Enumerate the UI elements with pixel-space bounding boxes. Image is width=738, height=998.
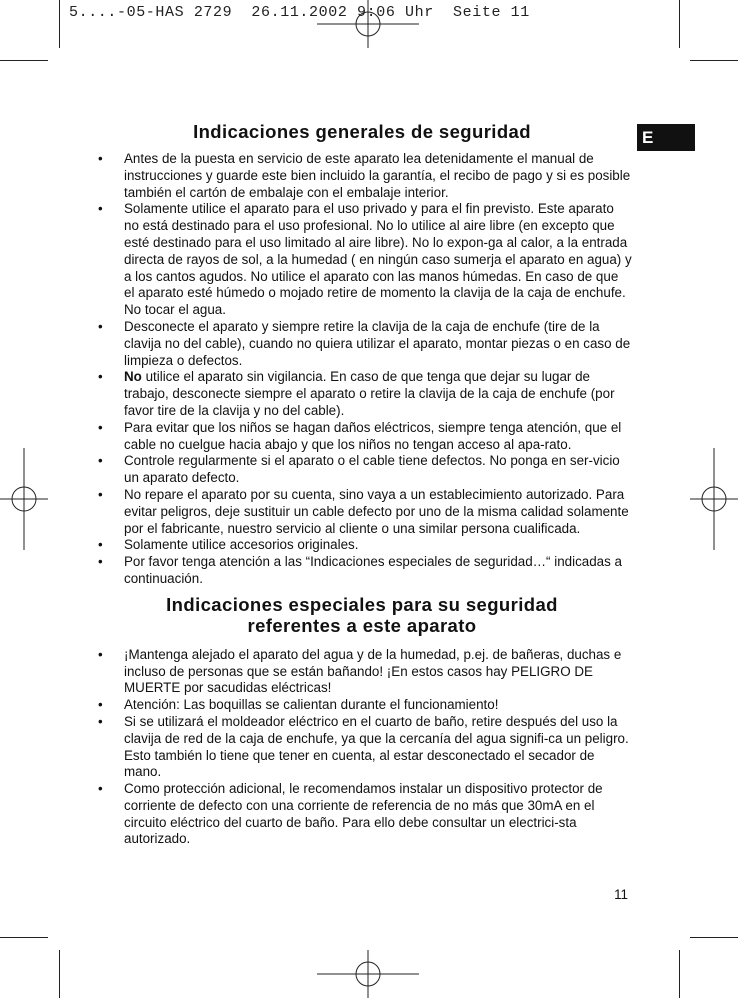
bullet: • bbox=[98, 318, 103, 334]
bullet: • bbox=[98, 419, 103, 435]
bullet: • bbox=[98, 713, 103, 729]
crop-mark-top-right-v bbox=[679, 0, 680, 48]
page-number: 11 bbox=[614, 887, 628, 902]
special-safety-list bbox=[92, 647, 632, 849]
crop-mark-bottom-left-h bbox=[0, 937, 48, 938]
bullet: • bbox=[98, 453, 103, 469]
bullet: • bbox=[98, 646, 103, 662]
list-item: • Si se utilizará el moldeador eléctrico en el cuarto de baño, retire después del uso la clavija de red de la caja de enchufe, ya que la cercanía del agua signifi-ca un peligro. Esto también lo tiene que tener en cuenta, al estar desconectado el secador de mano. bbox=[98, 713, 629, 780]
print-slug: 5....-05-HAS 2729 26.11.2002 9:06 Uhr Seite 11 bbox=[69, 4, 530, 21]
bullet: • bbox=[98, 151, 103, 166]
list-item: • Como protección adicional, le recomendamos instalar un dispositivo protector de corriente de defecto con una corriente de referencia de no más que 30mA en el circuito eléctrico del cuarto de baño. Para ello debe consultar un electrici-sta autorizado. bbox=[98, 781, 603, 847]
list-item: • No repare el aparato por su cuenta, sino vaya a un establecimiento autorizado. Para evitar peligros, deje sustituir un cable defecto por uno de la misma calidad solamente por el fabricante, nuestro servicio al cliente o una similar persona cualificada. bbox=[98, 486, 629, 536]
emphasis-no: No bbox=[124, 369, 142, 385]
bullet: • bbox=[98, 201, 103, 217]
list-item: • Desconecte el aparato y siempre retire la clavija de la caja de enchufe (tire de la clavija no del cable), cuando no quiera utilizar el aparato, montar piezas o en caso de limpieza o defectos. bbox=[98, 318, 631, 368]
crop-mark-bottom-left-v bbox=[59, 950, 60, 998]
bullet: • bbox=[98, 554, 103, 570]
bullet: • bbox=[98, 486, 103, 502]
list-item: • Solamente utilice el aparato para el uso privado y para el fin previsto. Este aparato no está destinado para el uso profesional. No lo utilice al aire libre (en excepto que esté destinado para el uso limitado al aire libre). No lo expon-ga al calor, a la entrada directa de rayos de sol, a la humedad ( en ningún caso sumerja el aparato en agua) y a los cantos agudos. No utilice el aparato con las manos húmedas. En caso de que el aparato esté húmedo o mojado retire de momento la clavija de la caja de enchufe. No tocar el agua. bbox=[98, 201, 632, 318]
list-item: • Antes de la puesta en servicio de este aparato lea detenidamente el manual de instrucciones y guarde este bien incluido la garantía, el recibo de pago y si es posible también el cartón de embalaje con el embalaje interior. bbox=[98, 151, 631, 200]
crop-mark-top-right-h bbox=[690, 60, 738, 61]
bullet: • bbox=[98, 369, 103, 385]
list-item: • Para evitar que los niños se hagan daños eléctricos, siempre tenga atención, que el cable no cuelgue hacia abajo y que los niños no tengan acceso al apa-rato. bbox=[98, 419, 622, 452]
section-special-title: Indicaciones especiales para su seguridad referentes a este aparato bbox=[166, 593, 558, 636]
page-content bbox=[92, 121, 632, 848]
list-item: • ¡Mantenga alejado el aparato del agua y de la humedad, p.ej. de bañeras, duchas e incluso de personas que se están bañando! ¡En estos casos hay PELIGRO DE MUERTE por sacudidas eléctricas! bbox=[98, 646, 622, 696]
list-item: • Atención: Las boquillas se calientan durante el funcionamiento! bbox=[98, 697, 499, 713]
registration-mark-left bbox=[0, 448, 48, 550]
crop-mark-bottom-right-h bbox=[690, 937, 738, 938]
general-safety-list bbox=[92, 151, 632, 588]
registration-mark-top bbox=[317, 0, 419, 48]
list-item: • Controle regularmente si el aparato o el cable tiene defectos. No ponga en ser-vicio un aparato defecto. bbox=[98, 453, 620, 486]
crop-mark-top-left-v bbox=[59, 0, 60, 48]
registration-mark-right bbox=[690, 448, 738, 550]
registration-mark-bottom bbox=[317, 950, 419, 998]
bullet: • bbox=[98, 537, 103, 553]
crop-mark-bottom-right-v bbox=[679, 950, 680, 998]
bullet: • bbox=[98, 697, 103, 713]
list-item: • Por favor tenga atención a las “Indicaciones especiales de seguridad…“ indicadas a continuación. bbox=[98, 554, 622, 586]
bullet: • bbox=[98, 781, 103, 797]
crop-mark-top-left-h bbox=[0, 60, 48, 61]
list-item: • Solamente utilice accesorios originales. bbox=[98, 537, 359, 553]
language-tab: E bbox=[637, 124, 695, 151]
list-item: • No utilice el aparato sin vigilancia. En caso de que tenga que dejar su lugar de trabajo, desconecte siempre el aparato o retire la clavija de la caja de enchufe (por favor tire de la clavija y no del cable). bbox=[98, 369, 615, 418]
section-general-title: Indicaciones generales de seguridad bbox=[193, 121, 531, 142]
